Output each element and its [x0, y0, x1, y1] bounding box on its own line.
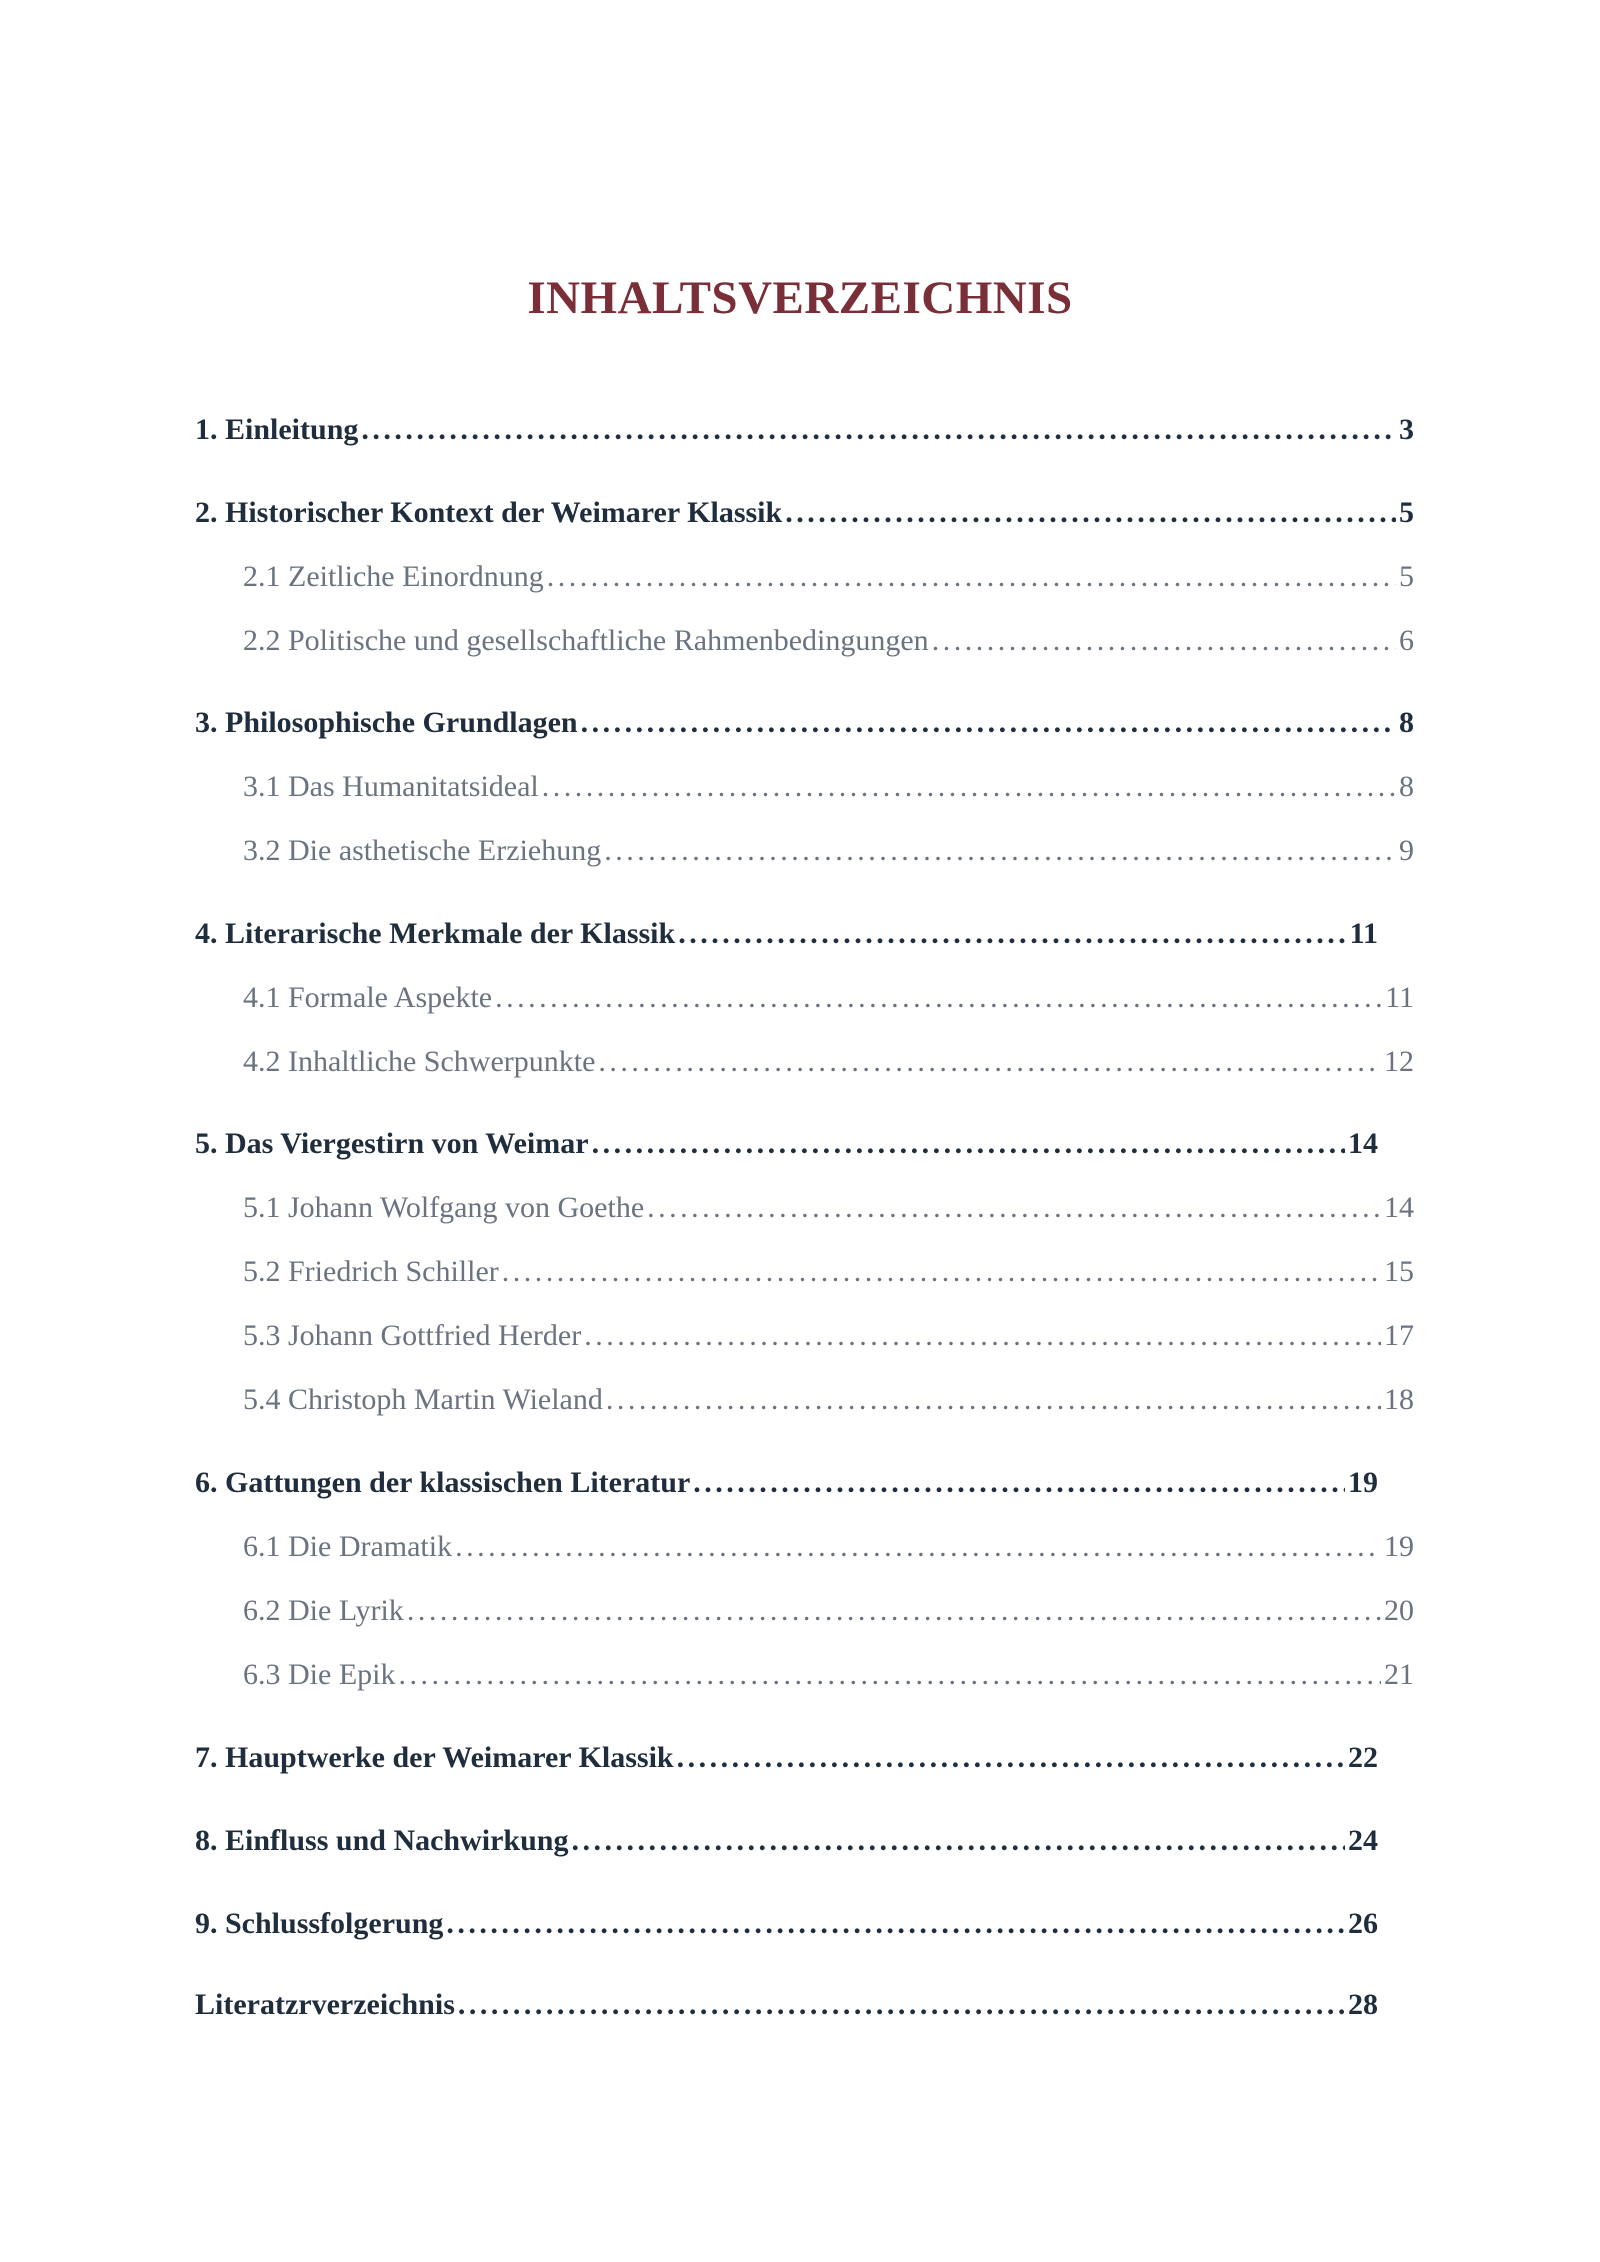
toc-entry-label: 6. Gattungen der klassischen Literatur: [195, 1466, 691, 1499]
toc-entry-page: 3: [1399, 413, 1414, 446]
toc-entry-page: 26: [1348, 1907, 1378, 1940]
toc-entry-page: 8: [1399, 770, 1414, 803]
toc-dot-leader: [542, 765, 1396, 809]
toc-subentry[interactable]: [243, 1314, 1414, 1358]
toc-entry-label: 3. Philosophische Grundlagen: [195, 706, 578, 739]
toc-entry-label: 6.1 Die Dramatik: [243, 1530, 453, 1563]
toc-entry-label: 5.1 Johann Wolfgang von Goethe: [243, 1191, 645, 1224]
toc-entry-page: 24: [1348, 1824, 1378, 1857]
toc-dot-leader: [678, 912, 1346, 956]
toc-entry-page: 15: [1384, 1255, 1414, 1288]
toc-entry[interactable]: [195, 701, 1414, 745]
toc-entry-page: 17: [1384, 1319, 1414, 1352]
toc-entry-page: 5: [1399, 560, 1414, 593]
toc-entry-label: 6.3 Die Epik: [243, 1658, 396, 1691]
toc-entry[interactable]: [195, 1461, 1378, 1505]
toc-entry[interactable]: [195, 1122, 1378, 1166]
toc-subentry[interactable]: [243, 1653, 1414, 1697]
toc-entry-page: 18: [1384, 1383, 1414, 1416]
toc-subentry[interactable]: [243, 829, 1414, 873]
toc-entry-label: 5.3 Johann Gottfried Herder: [243, 1319, 582, 1352]
toc-entry-page: 9: [1399, 834, 1414, 867]
toc-dot-leader: [604, 829, 1396, 873]
toc-entry-page: 14: [1348, 1127, 1378, 1160]
toc-subentry[interactable]: [243, 619, 1414, 663]
toc-subentry[interactable]: [243, 976, 1414, 1020]
toc-dot-leader: [677, 1736, 1345, 1780]
toc-entry-page: 11: [1385, 981, 1414, 1014]
toc-subentry[interactable]: [243, 1250, 1414, 1294]
toc-entry-label: 4.1 Formale Aspekte: [243, 981, 493, 1014]
toc-subentry[interactable]: [243, 1589, 1414, 1633]
toc-entry-label: 8. Einfluss und Nachwirkung: [195, 1824, 569, 1857]
toc-entry-page: 20: [1384, 1594, 1414, 1627]
toc-entry-label: 1. Einleitung: [195, 413, 359, 446]
toc-subentry[interactable]: [243, 1040, 1414, 1084]
toc-dot-leader: [547, 555, 1396, 599]
toc-entry-page: 5: [1399, 496, 1414, 529]
toc-entry[interactable]: [195, 912, 1378, 956]
toc-entry-label: 7. Hauptwerke der Weimarer Klassik: [195, 1741, 674, 1774]
toc-dot-leader: [495, 976, 1382, 1020]
toc-dot-leader: [446, 1902, 1345, 1946]
toc-subentry[interactable]: [243, 1378, 1414, 1422]
toc-entry-label: 5.2 Friedrich Schiller: [243, 1255, 499, 1288]
toc-subentry[interactable]: [243, 555, 1414, 599]
toc-dot-leader: [598, 1040, 1381, 1084]
toc-dot-leader: [581, 701, 1396, 745]
toc-entry-page: 19: [1384, 1530, 1414, 1563]
toc-entry[interactable]: [195, 1902, 1378, 1946]
toc-entry-page: 11: [1349, 917, 1378, 950]
toc-dot-leader: [592, 1122, 1345, 1166]
toc-entry-label: 2.1 Zeitliche Einordnung: [243, 560, 544, 593]
toc-dot-leader: [571, 1819, 1345, 1863]
toc-dot-leader: [407, 1589, 1381, 1633]
toc-dot-leader: [647, 1186, 1381, 1230]
toc-dot-leader: [455, 1525, 1381, 1569]
toc-entry-page: 14: [1384, 1191, 1414, 1224]
toc-entry[interactable]: [195, 1983, 1378, 2027]
toc-entry-label: 5.4 Christoph Martin Wieland: [243, 1383, 603, 1416]
toc-dot-leader: [693, 1461, 1345, 1505]
toc-entry-label: 9. Schlussfolgerung: [195, 1907, 444, 1940]
toc-entry-page: 6: [1399, 624, 1414, 657]
toc-entry-label: 5. Das Viergestirn von Weimar: [195, 1127, 589, 1160]
toc-entry-label: 3.2 Die asthetische Erziehung: [243, 834, 602, 867]
toc-dot-leader: [502, 1250, 1381, 1294]
toc-dot-leader: [785, 491, 1396, 535]
toc-subentry[interactable]: [243, 1186, 1414, 1230]
toc-entry[interactable]: [195, 1819, 1378, 1863]
toc-dot-leader: [458, 1983, 1345, 2027]
toc-entry-page: 8: [1399, 706, 1414, 739]
toc-dot-leader: [584, 1314, 1381, 1358]
toc-entry-page: 19: [1348, 1466, 1378, 1499]
toc-entry-label: 2.2 Politische und gesellschaftliche Rahmenbedingungen: [243, 624, 929, 657]
toc-entry-label: 3.1 Das Humanitatsideal: [243, 770, 539, 803]
toc-entry-page: 21: [1384, 1658, 1414, 1691]
toc-entry-label: 2. Historischer Kontext der Weimarer Klassik: [195, 496, 783, 529]
toc-entry-label: 4.2 Inhaltliche Schwerpunkte: [243, 1045, 596, 1078]
toc-dot-leader: [606, 1378, 1381, 1422]
toc-entry[interactable]: [195, 491, 1414, 535]
toc-entry-page: 28: [1348, 1988, 1378, 2021]
toc-dot-leader: [398, 1653, 1381, 1697]
toc-entry-label: Literatzrverzeichnis: [195, 1988, 455, 2021]
toc-entry-label: 4. Literarische Merkmale der Klassik: [195, 917, 676, 950]
toc-dot-leader: [932, 619, 1396, 663]
toc-entry-page: 12: [1384, 1045, 1414, 1078]
toc-subentry[interactable]: [243, 1525, 1414, 1569]
toc-entry-page: 22: [1348, 1741, 1378, 1774]
toc-dot-leader: [361, 408, 1396, 452]
toc-entry[interactable]: [195, 1736, 1378, 1780]
toc-entry[interactable]: [195, 408, 1414, 452]
toc-entry-label: 6.2 Die Lyrik: [243, 1594, 404, 1627]
toc-subentry[interactable]: [243, 765, 1414, 809]
page-title: INHALTSVERZEICHNIS: [527, 272, 1073, 324]
